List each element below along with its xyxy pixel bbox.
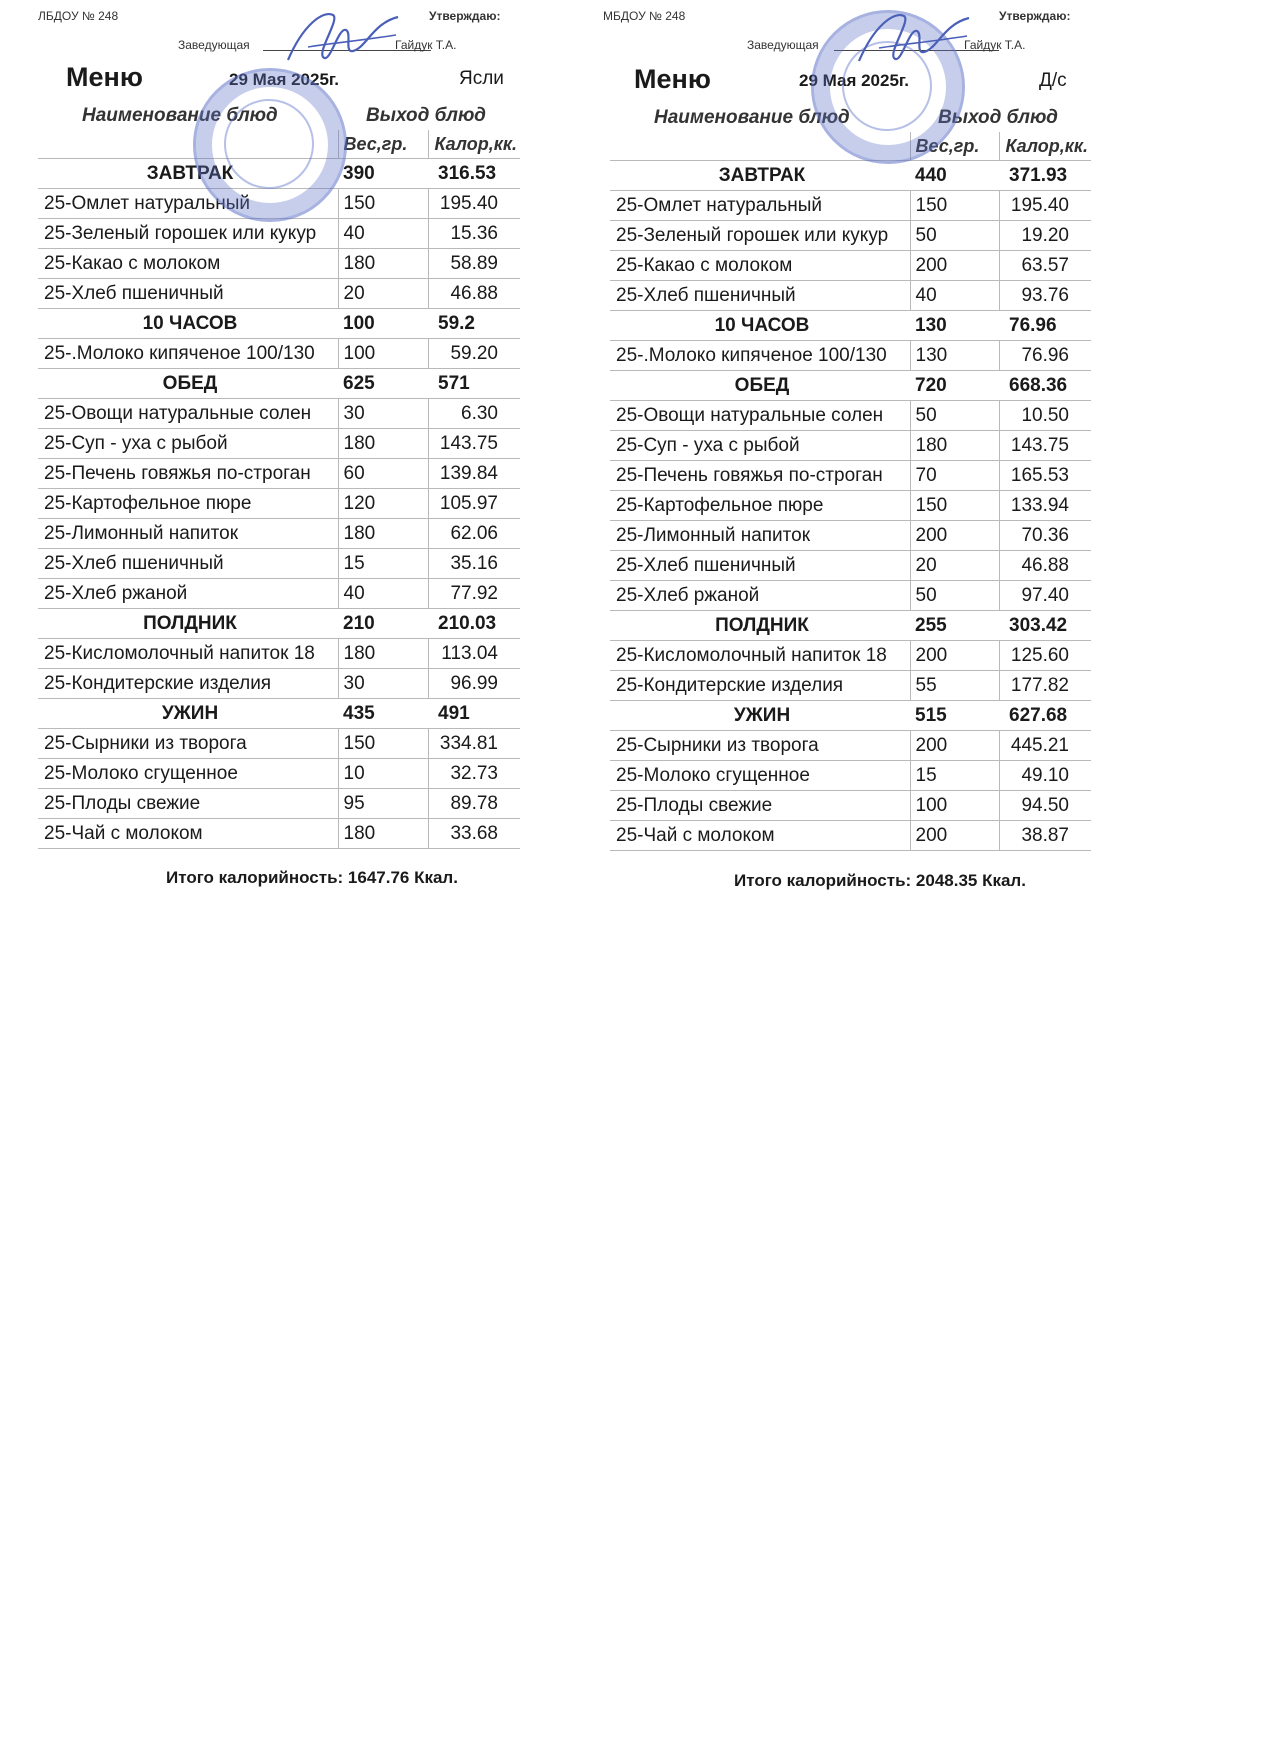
dish-row [38,189,520,219]
dish-name: 25-Печень говяжья по-строган [610,461,910,491]
header-calories: Калор,кк. [428,130,520,159]
dish-name: 10 ЧАСОВ [38,309,338,339]
dish-weight: 180 [338,249,428,279]
dish-row [610,521,1091,551]
dish-weight: 200 [910,251,999,281]
dish-calories: 97.40 [999,581,1091,611]
dish-row [610,551,1091,581]
dish-weight: 120 [338,489,428,519]
dish-weight: 200 [910,731,999,761]
dish-name: 25-Лимонный напиток [38,519,338,549]
total-calories: Итого калорийность: 2048.35 Ккал. [734,871,1026,890]
dish-calories: 77.92 [428,579,520,609]
dish-name: 10 ЧАСОВ [610,311,910,341]
meal-section-row [610,611,1091,641]
dish-calories: 32.73 [428,759,520,789]
dish-weight: 435 [338,699,428,729]
meal-section-row [38,699,520,729]
dish-name: 25-Овощи натуральные солен [38,399,338,429]
dish-name: ОБЕД [38,369,338,399]
dish-row [38,789,520,819]
dish-row [38,759,520,789]
dish-weight: 625 [338,369,428,399]
dish-row [610,281,1091,311]
dish-weight: 200 [910,521,999,551]
dish-name: ОБЕД [610,371,910,401]
dish-name: 25-Кисломолочный напиток 18 [38,639,338,669]
dish-name: ПОЛДНИК [610,611,910,641]
dish-name: 25-Хлеб пшеничный [38,549,338,579]
dish-weight: 255 [910,611,999,641]
dish-name: 25-Суп - уха с рыбой [38,429,338,459]
dish-row [610,191,1091,221]
dish-calories: 76.96 [999,311,1091,341]
dish-calories: 445.21 [999,731,1091,761]
dish-name: 25-Овощи натуральные солен [610,401,910,431]
meal-section-row [610,371,1091,401]
approve-label: Утверждаю: [999,9,1071,23]
menu-table [610,103,1091,851]
meal-section-row [610,161,1091,191]
dish-weight: 440 [910,161,999,191]
dish-name: 25-Зеленый горошек или кукур [38,219,338,249]
dish-name: 25-Картофельное пюре [610,491,910,521]
dish-name: 25-Омлет натуральный [38,189,338,219]
dish-weight: 40 [910,281,999,311]
dish-calories: 113.04 [428,639,520,669]
header-dish-name: Наименование блюд [654,106,850,128]
head-name: Гайдук Т.А. [964,38,1026,52]
menu-table [38,101,520,849]
dish-name: 25-Хлеб пшеничный [610,551,910,581]
dish-calories: 96.99 [428,669,520,699]
dish-name: 25-Какао с молоком [610,251,910,281]
dish-calories: 59.20 [428,339,520,369]
dish-weight: 30 [338,399,428,429]
menu-title: Меню [66,62,143,92]
dish-row [38,279,520,309]
dish-weight: 100 [338,339,428,369]
meal-section-row [610,701,1091,731]
dish-name: 25-Чай с молоком [38,819,338,849]
dish-calories: 70.36 [999,521,1091,551]
table-subheader-row [38,130,520,159]
table-header-row [610,103,1091,132]
menu-group: Д/с [1039,70,1067,91]
dish-weight: 200 [910,821,999,851]
dish-calories: 316.53 [428,159,520,189]
dish-calories: 177.82 [999,671,1091,701]
dish-calories: 10.50 [999,401,1091,431]
dish-name: 25-Плоды свежие [38,789,338,819]
dish-weight: 100 [338,309,428,339]
head-name: Гайдук Т.А. [395,38,457,52]
dish-weight: 15 [910,761,999,791]
dish-name: 25-Хлеб пшеничный [38,279,338,309]
signature-icon [849,6,979,76]
org-name: ЛБДОУ № 248 [38,9,119,23]
dish-weight: 70 [910,461,999,491]
dish-row [38,639,520,669]
dish-calories: 571 [428,369,520,399]
dish-weight: 150 [910,491,999,521]
dish-calories: 62.06 [428,519,520,549]
dish-calories: 38.87 [999,821,1091,851]
dish-name: УЖИН [38,699,338,729]
dish-name: 25-Чай с молоком [610,821,910,851]
dish-calories: 143.75 [999,431,1091,461]
dish-calories: 76.96 [999,341,1091,371]
dish-name: 25-Омлет натуральный [610,191,910,221]
dish-weight: 10 [338,759,428,789]
dish-calories: 35.16 [428,549,520,579]
dish-calories: 668.36 [999,371,1091,401]
dish-name: 25-Картофельное пюре [38,489,338,519]
total-calories: Итого калорийность: 1647.76 Ккал. [166,868,458,887]
dish-row [38,579,520,609]
menu-group: Ясли [459,68,504,89]
dish-row [38,429,520,459]
dish-name: 25-.Молоко кипяченое 100/130 [610,341,910,371]
dish-row [38,519,520,549]
dish-row [38,249,520,279]
dish-weight: 200 [910,641,999,671]
dish-row [610,341,1091,371]
dish-name: 25-.Молоко кипяченое 100/130 [38,339,338,369]
dish-calories: 19.20 [999,221,1091,251]
menu-kindergarten [603,0,1126,920]
dish-weight: 100 [910,791,999,821]
dish-name: 25-Какао с молоком [38,249,338,279]
dish-name: 25-Хлеб ржаной [38,579,338,609]
meal-section-row [38,609,520,639]
dish-name: 25-Сырники из творога [38,729,338,759]
dish-calories: 125.60 [999,641,1091,671]
dish-name: ЗАВТРАК [38,159,338,189]
approve-label: Утверждаю: [429,9,501,23]
dish-row [38,819,520,849]
dish-name: 25-Молоко сгущенное [610,761,910,791]
dish-calories: 143.75 [428,429,520,459]
dish-name: 25-Суп - уха с рыбой [610,431,910,461]
dish-weight: 180 [338,429,428,459]
dish-calories: 139.84 [428,459,520,489]
dish-row [38,339,520,369]
dish-weight: 150 [338,189,428,219]
dish-name: 25-Молоко сгущенное [38,759,338,789]
dish-row [610,821,1091,851]
dish-name: ПОЛДНИК [38,609,338,639]
header-output: Выход блюд [938,106,1058,128]
dish-calories: 6.30 [428,399,520,429]
dish-calories: 93.76 [999,281,1091,311]
dish-name: 25-Кондитерские изделия [610,671,910,701]
table-header-row [38,101,520,130]
dish-row [38,399,520,429]
menu-nursery [38,0,558,920]
dish-calories: 58.89 [428,249,520,279]
menu-title: Меню [634,64,711,94]
dish-name: 25-Хлеб пшеничный [610,281,910,311]
signature-icon [278,5,408,75]
dish-weight: 150 [338,729,428,759]
dish-name: 25-Лимонный напиток [610,521,910,551]
header-calories: Калор,кк. [999,132,1091,161]
org-name: МБДОУ № 248 [603,9,686,23]
dish-calories: 303.42 [999,611,1091,641]
dish-weight: 60 [338,459,428,489]
dish-calories: 63.57 [999,251,1091,281]
dish-calories: 195.40 [999,191,1091,221]
header-dish-name: Наименование блюд [82,104,278,126]
dish-row [38,219,520,249]
dish-calories: 371.93 [999,161,1091,191]
dish-weight: 180 [338,819,428,849]
dish-calories: 46.88 [428,279,520,309]
dish-weight: 515 [910,701,999,731]
dish-row [38,549,520,579]
dish-row [38,729,520,759]
dish-row [610,401,1091,431]
dish-calories: 33.68 [428,819,520,849]
dish-weight: 40 [338,219,428,249]
dish-row [610,731,1091,761]
dish-name: ЗАВТРАК [610,161,910,191]
dish-name: 25-Зеленый горошек или кукур [610,221,910,251]
dish-weight: 130 [910,341,999,371]
dish-weight: 40 [338,579,428,609]
dish-calories: 491 [428,699,520,729]
dish-weight: 150 [910,191,999,221]
dish-weight: 210 [338,609,428,639]
meal-section-row [38,369,520,399]
dish-calories: 59.2 [428,309,520,339]
dish-weight: 55 [910,671,999,701]
dish-calories: 133.94 [999,491,1091,521]
dish-calories: 89.78 [428,789,520,819]
dish-calories: 195.40 [428,189,520,219]
dish-name: 25-Кондитерские изделия [38,669,338,699]
head-title: Заведующая [747,38,819,52]
dish-calories: 165.53 [999,461,1091,491]
dish-name: УЖИН [610,701,910,731]
dish-weight: 95 [338,789,428,819]
dish-name: 25-Кисломолочный напиток 18 [610,641,910,671]
dish-weight: 50 [910,221,999,251]
dish-weight: 720 [910,371,999,401]
dish-calories: 94.50 [999,791,1091,821]
dish-row [610,251,1091,281]
dish-weight: 20 [338,279,428,309]
header-weight: Вес,гр. [910,132,999,161]
table-subheader-row [610,132,1091,161]
dish-calories: 46.88 [999,551,1091,581]
dish-calories: 105.97 [428,489,520,519]
dish-calories: 49.10 [999,761,1091,791]
dish-weight: 180 [338,639,428,669]
dish-weight: 180 [338,519,428,549]
dish-weight: 30 [338,669,428,699]
header-output: Выход блюд [366,104,486,126]
dish-calories: 627.68 [999,701,1091,731]
dish-weight: 180 [910,431,999,461]
meal-section-row [38,309,520,339]
dish-row [610,461,1091,491]
dish-weight: 15 [338,549,428,579]
dish-row [610,491,1091,521]
dish-name: 25-Хлеб ржаной [610,581,910,611]
dish-name: 25-Сырники из творога [610,731,910,761]
dish-row [38,669,520,699]
dish-row [610,581,1091,611]
dish-calories: 210.03 [428,609,520,639]
dish-row [610,221,1091,251]
dish-weight: 50 [910,401,999,431]
dish-row [610,671,1091,701]
meal-section-row [38,159,520,189]
head-title: Заведующая [178,38,250,52]
dish-row [610,761,1091,791]
dish-name: 25-Плоды свежие [610,791,910,821]
menu-date: 29 Мая 2025г. [229,70,340,89]
header-weight: Вес,гр. [338,130,428,159]
dish-row [610,641,1091,671]
dish-row [610,431,1091,461]
dish-row [610,791,1091,821]
menu-date: 29 Мая 2025г. [799,71,910,90]
dish-weight: 50 [910,581,999,611]
meal-section-row [610,311,1091,341]
dish-weight: 390 [338,159,428,189]
dish-calories: 334.81 [428,729,520,759]
dish-weight: 20 [910,551,999,581]
dish-calories: 15.36 [428,219,520,249]
dish-name: 25-Печень говяжья по-строган [38,459,338,489]
dish-weight: 130 [910,311,999,341]
dish-row [38,489,520,519]
dish-row [38,459,520,489]
